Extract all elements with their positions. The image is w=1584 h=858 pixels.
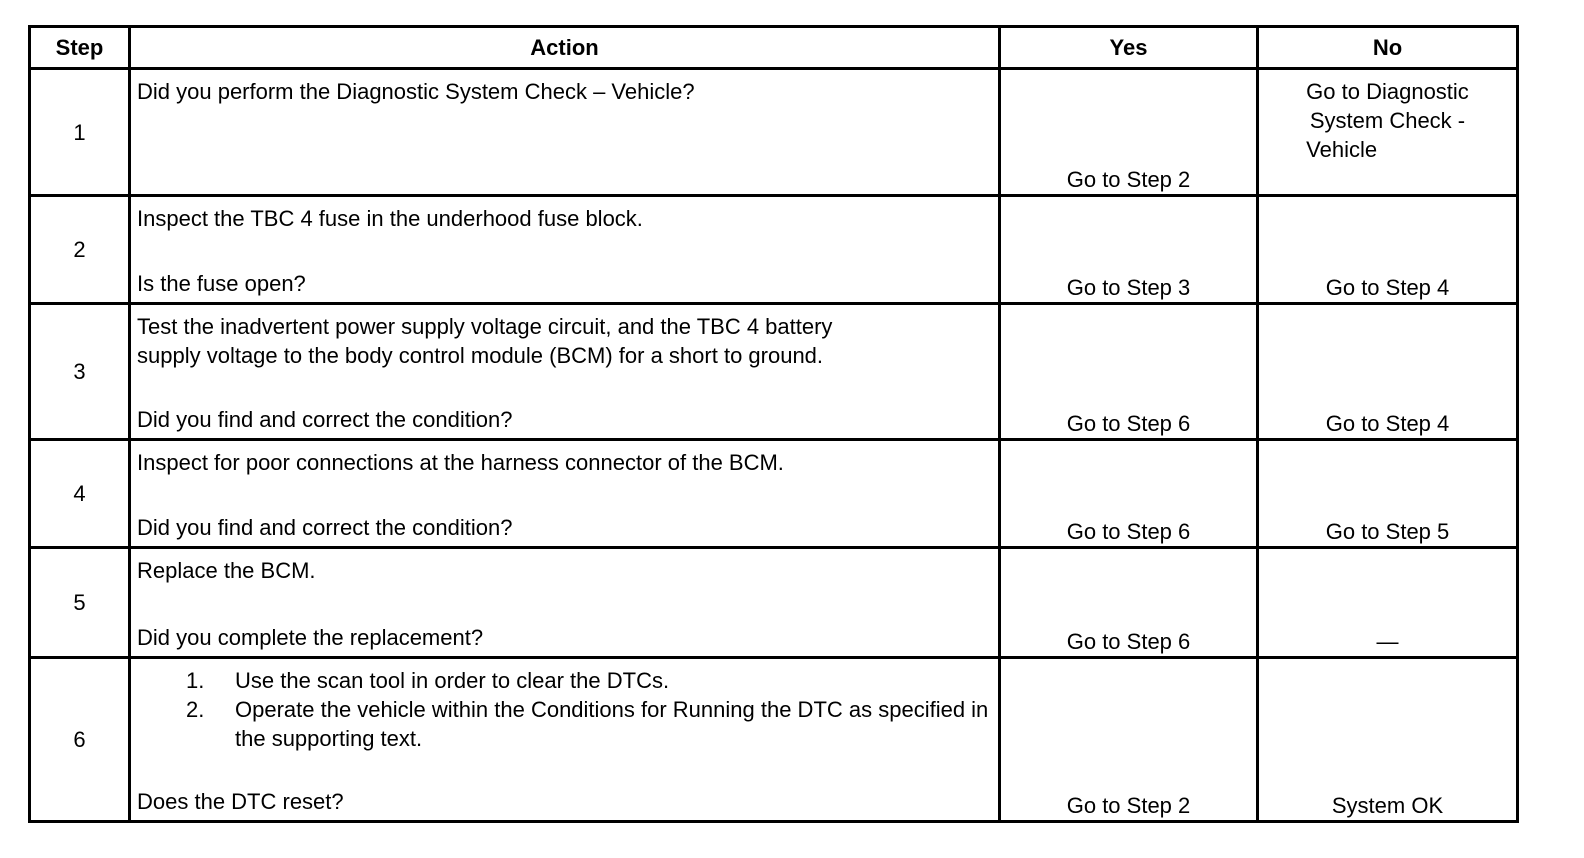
no-result: Go to Step 4 [1258, 196, 1518, 304]
yes-result: Go to Step 3 [1000, 196, 1258, 304]
no-result-line: Vehicle [1306, 137, 1378, 162]
action-question: Did you complete the replacement? [137, 625, 484, 650]
action-text: Inspect the TBC 4 fuse in the underhood fuse block. [137, 206, 643, 231]
step-number: 6 [30, 658, 130, 822]
procedure-list [137, 666, 992, 753]
action-question: Is the fuse open? [137, 271, 306, 296]
list-item-text: Use the scan tool in order to clear the DTCs. [235, 668, 670, 693]
action-text: Inspect for poor connections at the harness connector of the BCM. [137, 450, 784, 475]
step-number: 4 [30, 440, 130, 548]
action-cell [130, 548, 1000, 658]
action-cell [130, 304, 1000, 440]
action-cell [130, 196, 1000, 304]
action-text: Replace the BCM. [137, 558, 316, 583]
action-question: Did you find and correct the condition? [137, 515, 513, 540]
table-row [30, 658, 1518, 822]
action-text: Did you perform the Diagnostic System Check – Vehicle? [137, 79, 695, 104]
no-result: Go to Step 5 [1258, 440, 1518, 548]
table-header-row [30, 27, 1518, 69]
list-item [137, 695, 992, 753]
action-cell [130, 440, 1000, 548]
no-result-line: System Check - [1309, 108, 1466, 133]
table-row [30, 196, 1518, 304]
step-number: 2 [30, 196, 130, 304]
list-item-number: 2. [186, 697, 205, 722]
table-row [30, 69, 1518, 196]
list-item-number: 1. [186, 668, 205, 693]
yes-result: Go to Step 2 [1000, 658, 1258, 822]
yes-result: Go to Step 2 [1000, 69, 1258, 196]
no-result [1258, 69, 1518, 196]
list-item-text: Operate the vehicle within the Conditions for Running the DTC as specified in the supporting text. [235, 697, 989, 751]
action-text: Test the inadvertent power supply voltage circuit, and the TBC 4 battery [137, 314, 833, 339]
table-row [30, 440, 1518, 548]
yes-result: Go to Step 6 [1000, 548, 1258, 658]
header-yes: Yes [1000, 27, 1258, 69]
step-number: 5 [30, 548, 130, 658]
step-number: 3 [30, 304, 130, 440]
table-row [30, 304, 1518, 440]
action-text: supply voltage to the body control module (BCM) for a short to ground. [137, 343, 824, 368]
no-result: System OK [1258, 658, 1518, 822]
header-action: Action [130, 27, 1000, 69]
action-cell [130, 69, 1000, 196]
action-question: Did you find and correct the condition? [137, 407, 513, 432]
action-cell [130, 658, 1000, 822]
table-row [30, 548, 1518, 658]
no-result: Go to Step 4 [1258, 304, 1518, 440]
header-step: Step [30, 27, 130, 69]
header-no: No [1258, 27, 1518, 69]
no-result: — [1258, 548, 1518, 658]
no-result-line: Go to Diagnostic [1306, 79, 1469, 104]
yes-result: Go to Step 6 [1000, 440, 1258, 548]
yes-result: Go to Step 6 [1000, 304, 1258, 440]
action-question: Does the DTC reset? [137, 789, 344, 814]
step-number: 1 [30, 69, 130, 196]
list-item [137, 666, 992, 695]
diagnostic-table [28, 25, 1519, 823]
